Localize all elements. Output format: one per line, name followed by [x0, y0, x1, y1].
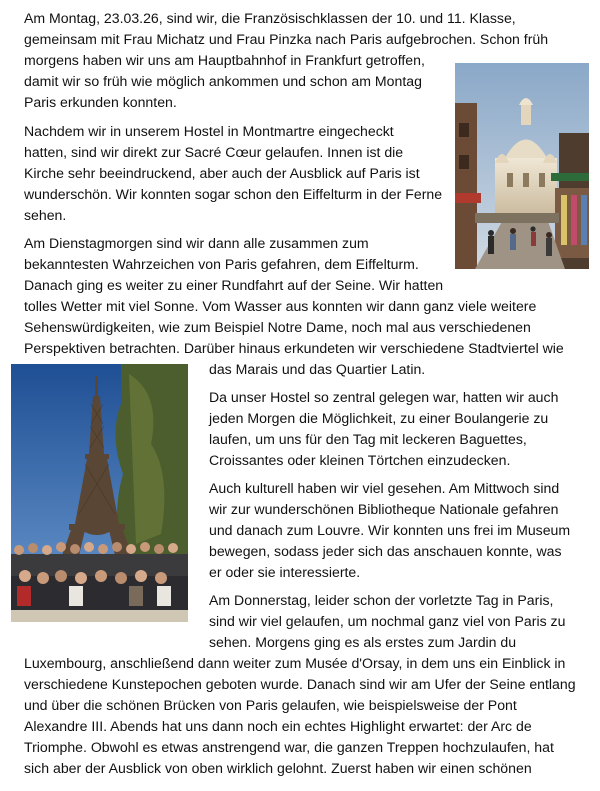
text-line: bewegen, sodass jeder sich das anschauen konnte, was: [209, 543, 562, 559]
text-line: verschiedene Kunstepochen geboten wurde. Danach sind wir am Ufer der Seine entlang: [24, 676, 576, 692]
text-line: Auch kulturell haben wir viel gesehen. Am Mittwoch sind: [209, 480, 560, 496]
text-line: sehen. Morgens ging es als erstes zum Jardin du: [209, 634, 517, 650]
eiffel-tower-group-photo: [11, 364, 188, 622]
text-line: Danach ging es weiter zu einer Rundfahrt auf der Seine. Wir hatten: [24, 277, 444, 293]
text-line: tolles Wetter mit viel Sonne. Vom Wasser aus konnten wir dann ganz viele weitere: [24, 298, 537, 314]
text-line: Croissantes oder kleinen Törtchen einzudecken.: [209, 452, 511, 468]
text-line: und über die schönen Brücken von Paris gelaufen, wie beispielsweise der Pont: [24, 697, 517, 713]
sacre-coeur-photo: [455, 63, 589, 269]
text-line: bekanntesten Wahrzeichen von Paris gefahren, dem Eiffelturm.: [24, 256, 419, 272]
text-line: damit wir so früh wie möglich ankommen und schon am Montag: [24, 73, 422, 89]
text-line: Triomphe. Obwohl es etwas anstrengend war, die ganzen Treppen hochzulaufen, hat: [24, 739, 554, 755]
text-line: sehen.: [24, 207, 67, 223]
text-line: Am Donnerstag, leider schon der vorletzte Tag in Paris,: [209, 592, 554, 608]
text-line: gemeinsam mit Frau Michatz und Frau Pinzka nach Paris aufgebrochen. Schon früh: [24, 31, 549, 47]
text-line: Sehenswürdigkeiten, wie zum Beispiel Notre Dame, noch mal aus verschiedenen: [24, 319, 531, 335]
text-line: sind wir viel gelaufen, um nochmal ganz viel von Paris zu: [209, 613, 566, 629]
text-line: hatten, sind wir direkt zur Sacré Cœur gelaufen. Innen ist die: [24, 144, 404, 160]
text-line: Am Montag, 23.03.26, sind wir, die Französischklassen der 10. und 11. Klasse,: [24, 10, 516, 26]
text-line: und danach zum Louvre. Wir konnten uns frei im Museum: [209, 522, 571, 538]
text-line: Paris erkunden konnten.: [24, 94, 177, 110]
text-line: wir zur wunderschönen Bibliotheque Nationale gefahren: [209, 501, 559, 517]
text-line: morgens haben wir uns am Hauptbahnhof in Frankfurt getroffen,: [24, 52, 425, 68]
text-line: das Marais und das Quartier Latin.: [209, 361, 426, 377]
text-line: laufen, um uns für den Tag mit leckeren Baguettes,: [209, 431, 527, 447]
text-line: jeden Morgen die Möglichkeit, zu einer Boulangerie zu: [209, 410, 549, 426]
text-line: Nachdem wir in unserem Hostel in Montmartre eingecheckt: [24, 123, 394, 139]
text-line: Perspektiven betrachten. Darüber hinaus erkundeten wir verschiedene Stadtviertel wie: [24, 340, 564, 356]
text-line: er oder sie interessierte.: [209, 564, 361, 580]
text-line: Am Dienstagmorgen sind wir dann alle zusammen zum: [24, 235, 369, 251]
text-line: Alexandre III. Abends hat uns dann noch ein echtes Highlight erwartet: der Arc de: [24, 718, 532, 734]
text-line: Luxembourg, anschließend dann weiter zum Musée d'Orsay, in dem uns ein Einblick in: [24, 655, 566, 671]
text-line: wunderschön. Wir konnten sogar schon den Eiffelturm in der Ferne: [24, 186, 443, 202]
text-line: sich aber der Ausblick von oben wirklich gelohnt. Zuerst haben wir einen schönen: [24, 760, 532, 776]
text-line: Kirche sehr beeindruckend, aber auch der Ausblick auf Paris ist: [24, 165, 420, 181]
text-line: Da unser Hostel so zentral gelegen war, hatten wir auch: [209, 389, 559, 405]
